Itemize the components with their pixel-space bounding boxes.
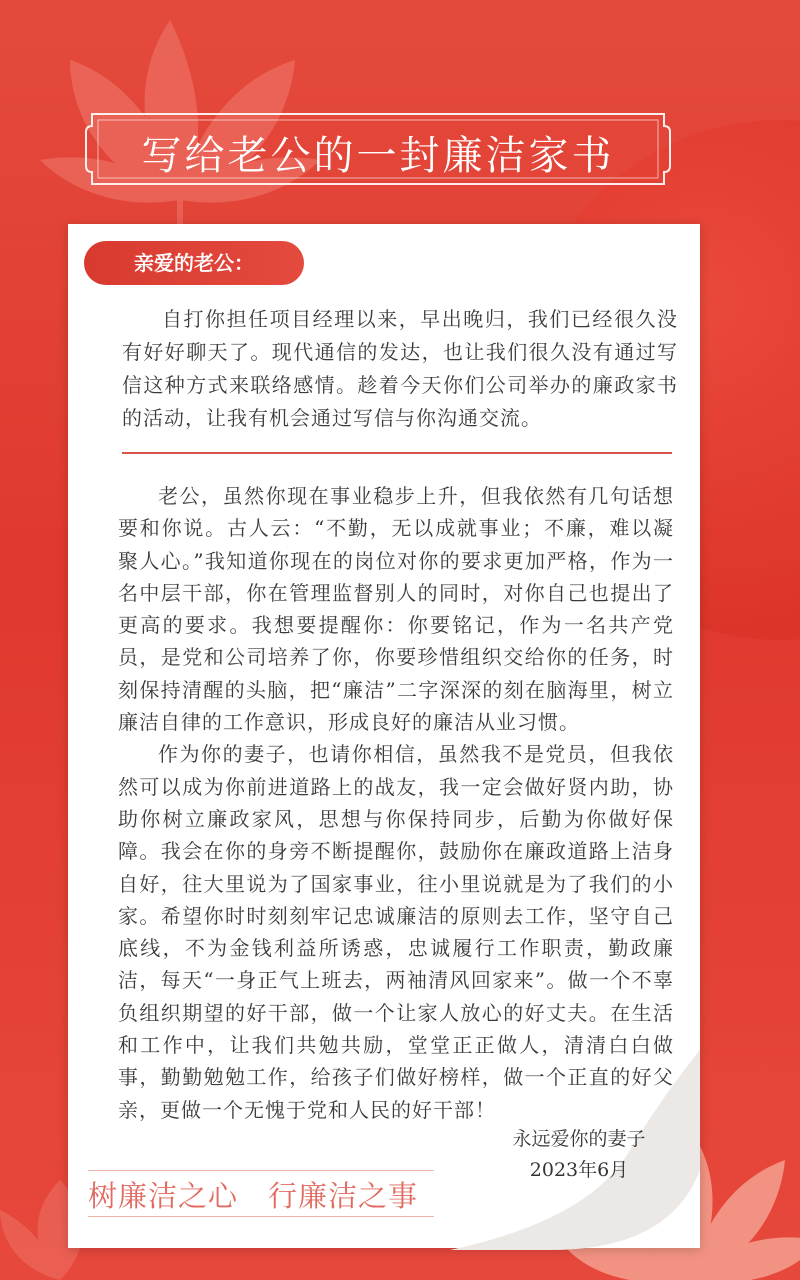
slogan-line-top bbox=[88, 1170, 434, 1171]
body-paragraph: 作为你的妻子，也请你相信，虽然我不是党员，但我依然可以成为你前进道路上的战友，我一定会做好贤内助，协助你树立廉政家风，思想与你保持同步，后勤为你做好保障。我会在你的身旁不断提醒你，鼓励你在廉政道路上洁身自好，往大里说为了国家事业，往小里说就是为了我们的小家。希望你时时刻刻牢记忠诚廉洁的原则去工作，坚守自己底线，不为金钱利益所诱惑，忠诚履行工作职责，勤政廉洁，每天“一身正气上班去，两袖清风回家来”。做一个不辜负组织期望的好干部，做一个让家人放心的好丈夫。在生活和工作中，让我们共勉共励，堂堂正正做人，清清白白做事，勤勤勉勉工作，给孩子们做好榜样，做一个正直的好父亲，更做一个无愧于党和人民的好干部！ bbox=[118, 742, 674, 1122]
signature-name: 永远爱你的妻子 bbox=[512, 1128, 646, 1150]
title-banner bbox=[82, 110, 674, 188]
greeting-badge: 亲爱的老公： bbox=[84, 241, 304, 285]
slogan-text: 树廉洁之心 行廉洁之事 bbox=[88, 1179, 419, 1213]
body-paragraph: 老公，虽然你现在事业稳步上升，但我依然有几句话想要和你说。古人云：“不勤，无以成就事业；不廉，难以凝聚人心。”我知道你现在的岗位对你的要求更加严格，作为一名中层干部，你在管理监督别人的同时，对你自己也提出了更高的要求。我想要提醒你：你要铭记，作为一名共产党员，是党和公司培养了你，你要珍惜组织交给你的任务，时刻保持清醒的头脑，把“廉洁”二字深深的刻在脑海里，树立廉洁自律的工作意识，形成良好的廉洁从业习惯。 bbox=[118, 484, 674, 735]
slogan-line-bottom bbox=[88, 1216, 434, 1217]
intro-paragraph: 自打你担任项目经理以来，早出晚归，我们已经很久没有好好聊天了。现代通信的发达，也让我们很久没有通过写信这种方式来联络感情。趁着今天你们公司举办的廉政家书的活动，让我有机会通过写信与你沟通交流。 bbox=[122, 307, 678, 430]
signature bbox=[494, 1124, 664, 1186]
signature-date: 2023年6月 bbox=[529, 1159, 629, 1181]
letter-body bbox=[118, 480, 674, 1126]
page-title: 写给老公的一封廉洁家书 bbox=[141, 133, 615, 179]
divider bbox=[122, 452, 672, 454]
slogan bbox=[88, 1170, 434, 1218]
